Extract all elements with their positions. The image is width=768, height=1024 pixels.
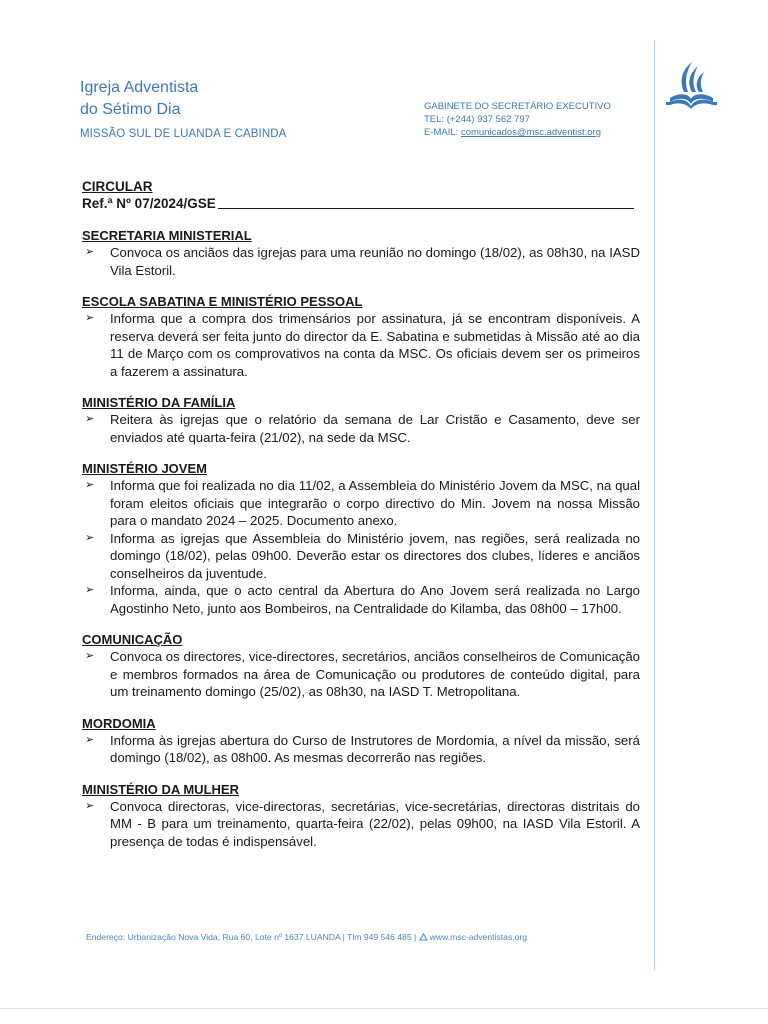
list-item — [82, 530, 640, 583]
org-name-line2: do Sétimo Dia — [80, 101, 181, 118]
section-title: MINISTÉRIO DA MULHER — [82, 781, 239, 797]
section-items — [82, 648, 640, 701]
section-title: ESCOLA SABATINA E MINISTÉRIO PESSOAL — [82, 294, 363, 309]
phone-number: 937 562 797 — [477, 114, 530, 125]
email-label: E-MAIL: — [424, 127, 461, 138]
section-items — [82, 244, 640, 279]
arrow-bullet-icon: ➢ — [85, 733, 95, 746]
footer-address: Endereço: Urbanização Nova Vida, Rua 60, Lote nº 1637 LUANDA | Tlm 949 546 485 | — [86, 932, 419, 942]
adventist-flame-bible-icon — [662, 58, 720, 112]
section-jovem — [82, 460, 640, 617]
section-title: MORDOMIA — [82, 715, 156, 731]
reference-rule — [218, 208, 634, 209]
email-link[interactable]: comunicados@msc.adventist.org — [460, 127, 602, 138]
item-text: Informa que foi realizada no dia 11/02, a Assembleia do Ministério Jovem da MSC, na qual foram eleitos oficiais que integrarão o corpo directivo do Min. Jovem na nossa Missão para o mandato 2024 – 2025. Documento anexo. — [110, 478, 640, 528]
circular-title: CIRCULAR — [82, 179, 153, 194]
organization-block — [80, 77, 286, 140]
section-items — [82, 477, 640, 617]
reference-number: Ref.ª Nº 07/2024/GSE — [82, 196, 216, 211]
section-items — [82, 732, 640, 767]
footer-address-line — [86, 932, 527, 942]
reference-line — [82, 195, 634, 212]
section-items — [82, 411, 640, 446]
section-items — [82, 310, 640, 380]
margin-line — [654, 40, 655, 970]
circular-body — [82, 178, 640, 850]
section-secretaria — [82, 227, 640, 279]
phone-label: TEL: (+244) — [424, 114, 478, 125]
item-text: Convoca os anciãos das igrejas para uma reunião no domingo (18/02), as 08h30, na IASD Vila Estoril. — [110, 245, 640, 278]
arrow-bullet-icon: ➢ — [85, 531, 95, 544]
section-familia — [82, 394, 640, 446]
list-item — [82, 411, 640, 446]
adventist-mini-logo-icon — [419, 933, 428, 941]
section-title: SECRETARIA MINISTERIAL — [82, 228, 252, 243]
email-line — [424, 126, 611, 139]
item-text: Informa às igrejas abertura do Curso de Instrutores de Mordomia, a nível da missão, será domingo (18/02), as 08h00. As mesmas decorrerão nas regiões. — [110, 732, 640, 765]
arrow-bullet-icon: ➢ — [85, 479, 95, 491]
org-name-line1: Igreja Adventista — [80, 79, 199, 96]
page-bottom-edge — [0, 1008, 768, 1009]
list-item — [82, 310, 640, 380]
section-title: COMUNICAÇÃO — [82, 632, 183, 647]
arrow-bullet-icon: ➢ — [85, 246, 95, 258]
list-item — [82, 582, 640, 617]
arrow-bullet-icon: ➢ — [85, 799, 95, 812]
arrow-bullet-icon: ➢ — [85, 650, 95, 662]
org-mission: MISSÃO SUL DE LUANDA E CABINDA — [80, 128, 287, 140]
list-item — [82, 732, 640, 767]
phone-line — [424, 113, 611, 126]
item-text: Informa que a compra dos trimensários por assinatura, já se encontram disponíveis. A reserva deverá ser feita junto do director da E. Sabatina e submetidas à Missão até ao dia 11 de Março com os comprovativos na conta da MSC. Os oficiais devem ser os primeiros a fazerem a assinatura. — [110, 311, 640, 379]
item-text: Reitera às igrejas que o relatório da semana de Lar Cristão e Casamento, deve ser enviados até quarta-feira (21/02), na sede da MSC. — [110, 412, 640, 445]
arrow-bullet-icon: ➢ — [85, 413, 95, 425]
list-item — [82, 477, 640, 530]
section-mordomia — [82, 715, 640, 767]
contact-block — [424, 100, 611, 139]
item-text: Informa as igrejas que Assembleia do Ministério jovem, nas regiões, será realizada no domingo (18/02), pelas 09h00. Deverão estar os directores dos clubes, líderes e anciãos conselheiros da juventude. — [110, 530, 640, 581]
section-escola-sabatina — [82, 293, 640, 380]
section-mulher — [82, 781, 640, 851]
list-item — [82, 798, 640, 851]
item-text: Convoca os directores, vice-directores, secretários, anciãos conselheiros de Comunicação e membros formados na área de Comunicação ou produtores de conteúdo digital, para um treinamento domingo (25/02), as 08h30, na IASD T. Metropolitana. — [110, 649, 640, 699]
section-title: MINISTÉRIO DA FAMÍLIA — [82, 395, 236, 410]
section-title: MINISTÉRIO JOVEM — [82, 461, 207, 476]
section-items — [82, 798, 640, 851]
list-item — [82, 648, 640, 701]
item-text: Convoca directoras, vice-directoras, secretárias, vice-secretárias, directoras distritais do MM - B para um treinamento, quarta-feira (22/02), pelas 09h00, na IASD Vila Estoril. A presença de todas é indispensável. — [110, 798, 640, 849]
item-text: Informa, ainda, que o acto central da Abertura do Ano Jovem será realizada no Largo Agostinho Neto, junto aos Bombeiros, na Centralidade do Kilamba, das 08h00 – 17h00. — [110, 583, 640, 616]
footer-website[interactable]: www.msc-adventistas.org — [429, 932, 528, 942]
arrow-bullet-icon: ➢ — [85, 584, 95, 596]
section-comunicacao — [82, 631, 640, 701]
arrow-bullet-icon: ➢ — [85, 312, 95, 324]
list-item — [82, 244, 640, 279]
office-name: GABINETE DO SECRETÁRIO EXECUTIVO — [424, 101, 611, 112]
